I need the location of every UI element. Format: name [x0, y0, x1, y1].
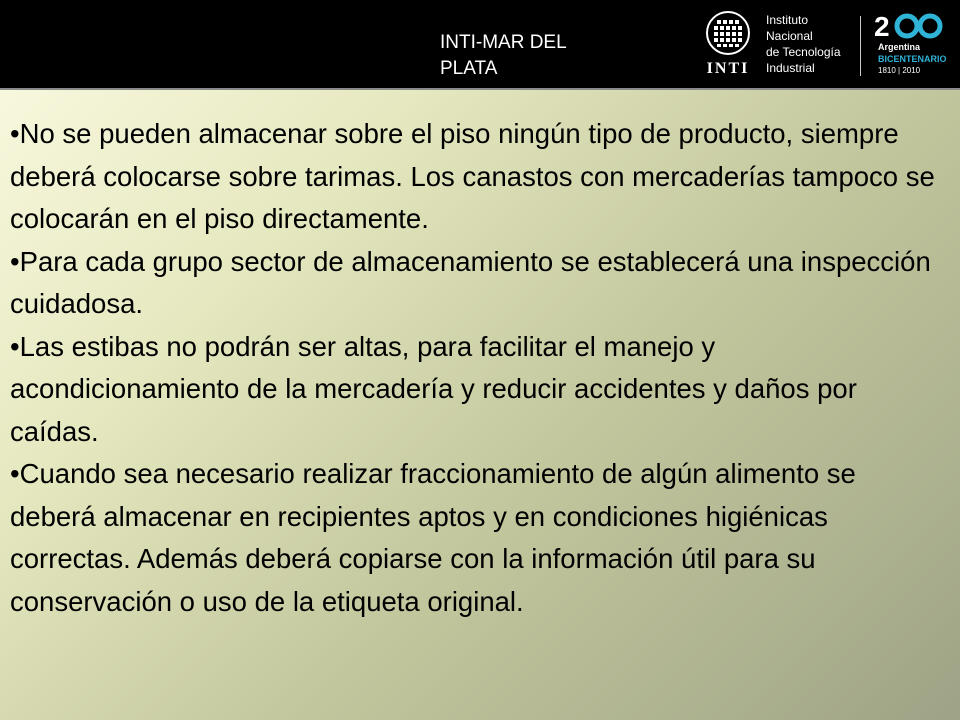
institute-name: [766, 12, 856, 76]
header-title: INTI-MAR DEL PLATA: [440, 32, 566, 79]
slide-header: [0, 0, 960, 90]
bullet-item: •Las estibas no podrán ser altas, para facilitar el manejo y acondicionamiento de la mercadería y reducir accidentes y daños por caídas.: [10, 330, 857, 447]
bicentenario-name: BICENTENARIO: [878, 54, 947, 64]
svg-text:2: 2: [874, 11, 890, 40]
institute-name-line: Instituto: [766, 13, 809, 27]
inti-logo-text: INTI: [706, 60, 750, 77]
bicentenario-200-icon: [874, 10, 946, 40]
slide-body: [10, 113, 945, 623]
bicentenario-logo: [874, 10, 954, 84]
bullet-item: •Cuando sea necesario realizar fraccionamiento de algún alimento se deberá almacenar en recipientes aptos y en condiciones higiénicas correctas. Además deberá copiarse con la información útil para su conservación o uso de la etiqueta original.: [10, 458, 856, 617]
bicentenario-years: 1810 | 2010: [878, 66, 921, 75]
inti-emblem-icon: [705, 10, 751, 56]
bullet-item: •Para cada grupo sector de almacenamiento se establecerá una inspección cuidadosa.: [10, 245, 931, 319]
institute-name-line: Nacional: [766, 29, 813, 43]
bullet-item: •No se pueden almacenar sobre el piso ningún tipo de producto, siempre deberá colocarse sobre tarimas. Los canastos con mercaderías tampoco se colocarán en el piso directamente.: [10, 118, 935, 234]
bicentenario-country: Argentina: [878, 42, 921, 52]
header-divider: [860, 16, 861, 76]
institute-name-line: de Tecnología: [766, 45, 841, 59]
inti-logo: [698, 10, 758, 80]
institute-name-line: Industrial: [766, 61, 815, 75]
